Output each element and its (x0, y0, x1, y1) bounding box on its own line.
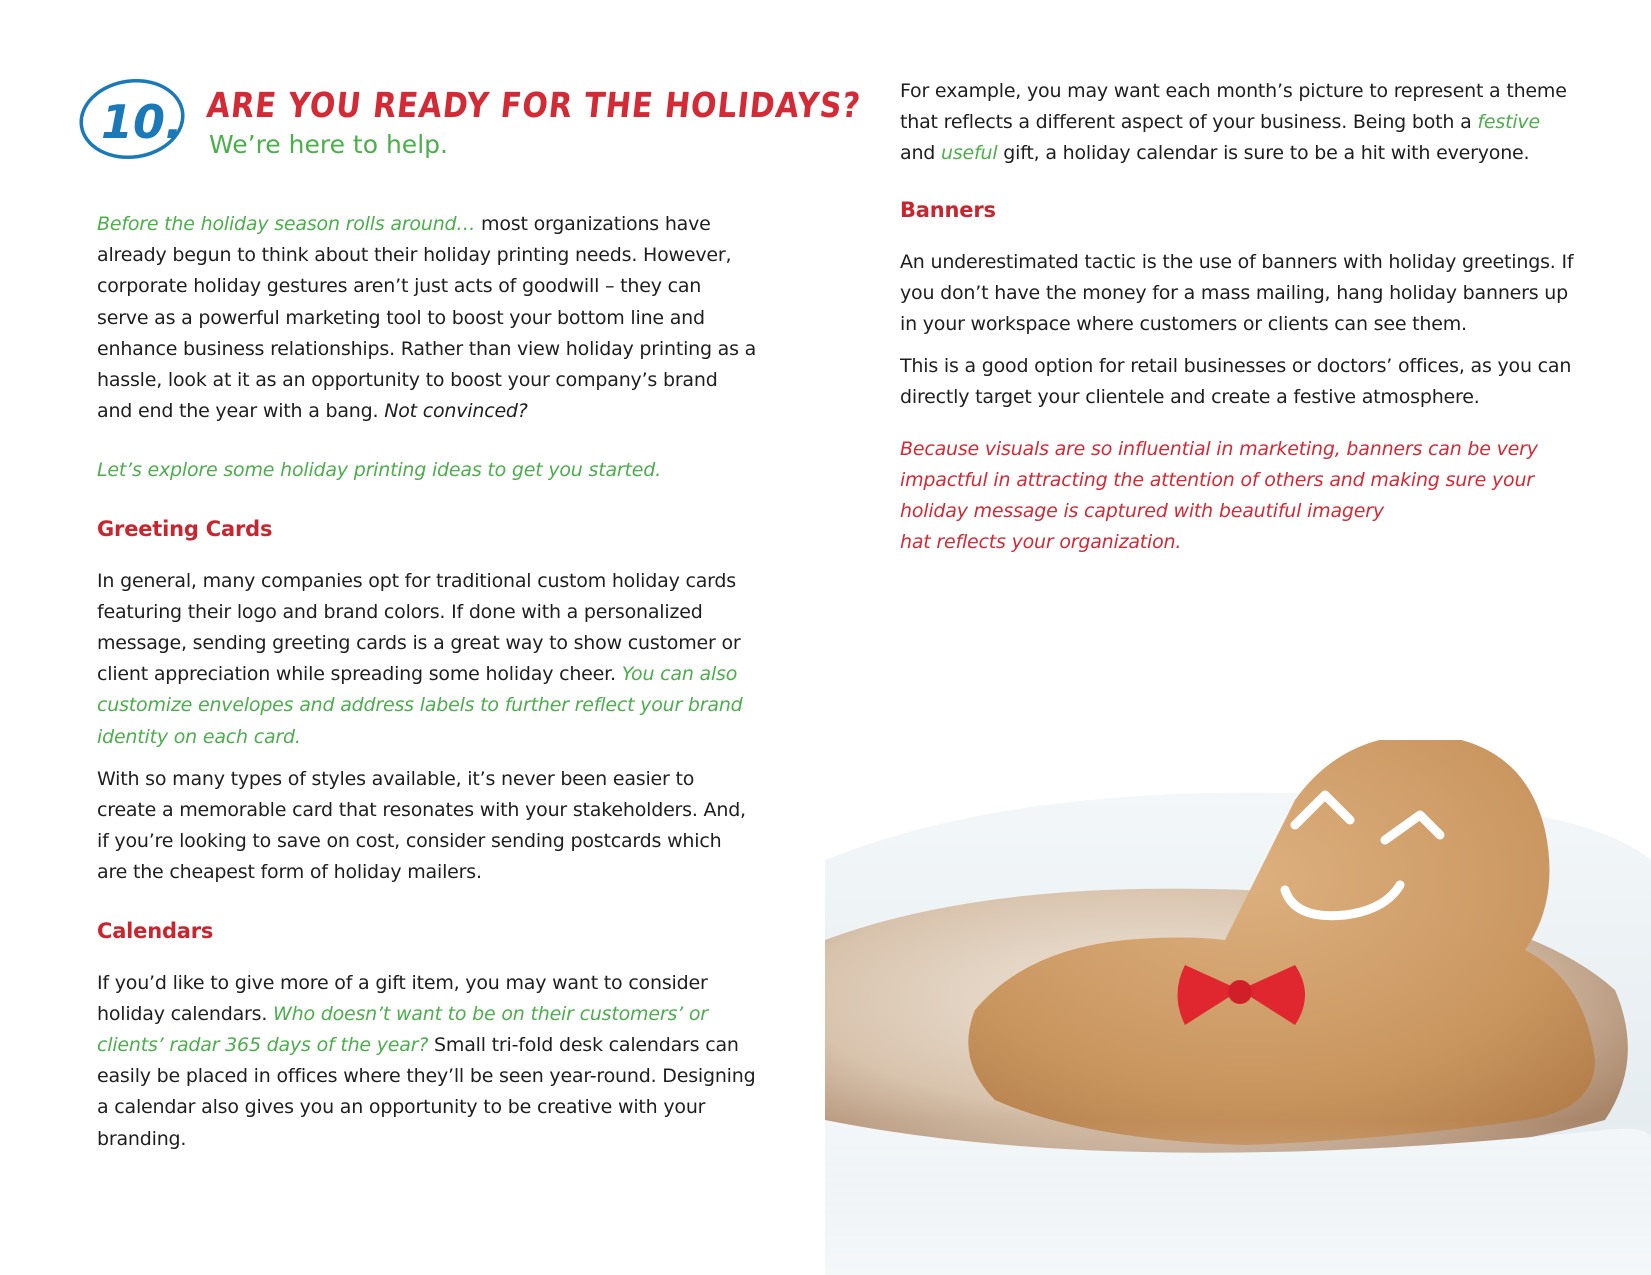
intro-tail: Not convinced? (384, 400, 528, 423)
page-header (97, 76, 863, 186)
greeting-cards-body: In general, many companies opt for traditional custom holiday cards featuring their logo and brand colors. If done with a personalized message, sending greeting cards is a great way to show customer or client appreciation while spreading some holiday cheer. (97, 569, 741, 686)
explore-line: Let’s explore some holiday printing ideas to get you started. (97, 459, 661, 482)
section-number: 10. (101, 95, 183, 149)
intro-body: most organizations have already begun to think about their holiday printing needs. However, corporate holiday gestures aren’t just acts of goodwill – they can serve as a powerful marketing tool to boost your bottom line and enhance business relationships. Rather than view holiday printing as a hassle, look at it as an opportunity to boost your company’s brand and end the year with a bang. (97, 213, 757, 423)
banners-quote-line-1: Because visuals are so influential in marketing, banners can be very impactful in attracting the attention of others and making sure your holiday message is captured with beautiful imagery (900, 437, 1538, 523)
greeting-cards-paragraph-1 (97, 566, 757, 753)
banners-quote-line-2: hat reflects your organization. (900, 531, 1182, 554)
right-column (900, 76, 1580, 558)
calendars-p2-and: and (900, 142, 941, 165)
intro-lead: Before the holiday season rolls around… (97, 213, 476, 235)
festive-word: festive (1477, 111, 1540, 134)
calendars-p2-text-a: For example, you may want each month’s picture to represent a theme that reflects a different aspect of your business. Being both a (900, 80, 1567, 134)
calendars-paragraph-2 (900, 76, 1570, 170)
gingerbread-cocoa-illustration (825, 740, 1651, 1275)
gingerbread-cocoa-photo (825, 740, 1651, 1275)
calendars-body-a: If you’d like to give more of a gift item, you may want to consider holiday calendars. (97, 971, 708, 1025)
banners-paragraph-1: An underestimated tactic is the use of banners with holiday greetings. If you don’t have the money for a mass mailing, hang holiday banners up in your workspace where customers or clients can see them. (900, 250, 1574, 336)
calendars-body-b: Small tri-fold desk calendars can easily be placed in offices where they’ll be seen year-round. Designing a calendar also gives you an opportunity to be creative with your branding. (97, 1034, 756, 1150)
calendars-p2-text-b: gift, a holiday calendar is sure to be a hit with everyone. (997, 142, 1530, 165)
banners-paragraph-2: This is a good option for retail businesses or doctors’ offices, as you can directly target your clientele and create a festive atmosphere. (900, 355, 1572, 409)
page-title: ARE YOU READY FOR THE HOLIDAYS? (204, 86, 863, 127)
page-subtitle: We’re here to help. (209, 130, 448, 159)
calendars-highlight: Who doesn’t want to be on their customers’ or clients’ radar 365 days of the year? (97, 1002, 708, 1057)
useful-word: useful (941, 142, 998, 165)
banners-quote (900, 434, 1560, 559)
left-column (97, 76, 863, 1155)
calendars-heading: Calendars (97, 918, 214, 943)
greeting-cards-paragraph-2: With so many types of styles available, it’s never been easier to create a memorable card that resonates with your stakeholders. And, if you’re looking to save on cost, consider sending postcards which are the cheapest form of holiday mailers. (97, 767, 746, 884)
calendars-paragraph-1 (97, 968, 757, 1155)
banners-heading: Banners (900, 197, 996, 222)
greeting-cards-highlight: You can also customize envelopes and address labels to further reflect your brand identity on each card. (97, 663, 743, 748)
greeting-cards-heading: Greeting Cards (97, 516, 273, 541)
number-badge-icon (77, 76, 187, 162)
intro-paragraph (97, 209, 757, 427)
